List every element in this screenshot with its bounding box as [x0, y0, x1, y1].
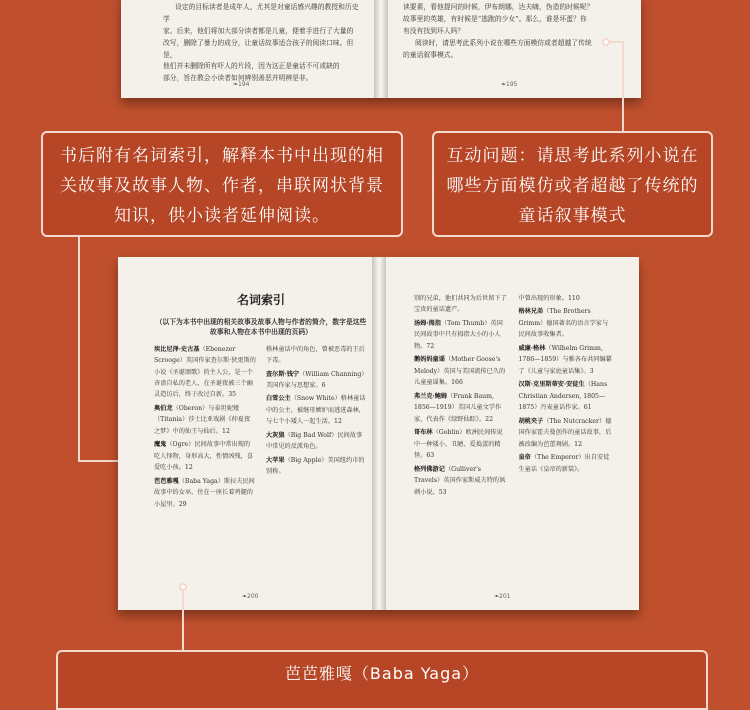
connector-dot: [602, 38, 610, 46]
index-text: （The Emperor）出自安徒生童话《皇帝的新装》。: [518, 454, 610, 473]
text-line: 家。后来，他们将加大部分读者都是儿童，便着手进行了大量的: [163, 26, 354, 35]
index-text: （Snow White）格林童话中的公主，被继母嫉妒而逃进森林，与七个小矮人一起生活。12: [266, 395, 366, 426]
top-book-spread: [121, 0, 641, 98]
index-term: 白雪公主: [266, 395, 291, 403]
index-entry: [414, 354, 509, 388]
index-text: 别的兄弟，他们共同为后世留下了宝贵的童话遗产。: [414, 295, 507, 314]
index-term: 芭芭雅嘎: [154, 477, 179, 485]
text-line: 他们并未删除所有吓人的片段，因为这正是童话不可或缺的: [163, 62, 340, 71]
connector-line: [622, 41, 624, 132]
index-entry: [414, 318, 509, 352]
index-column: [519, 293, 614, 500]
index-term: 鹅妈妈童谣: [414, 356, 445, 364]
index-text: （The Nutcracker）德国作家霍夫曼创作的童话故事，后被改编为芭蕾舞剧。12: [518, 417, 612, 448]
index-entry: [519, 416, 614, 450]
index-text: 中曾出现的形象。110: [518, 295, 580, 302]
text-line: 读要素，看他提问的时候，伊布朗娜，达夫嗨，伪造的时候呢？: [403, 3, 594, 11]
index-callout: [41, 131, 403, 237]
text-line: 部分，旨在教会小读者如何辨别善恶并明辨是非。: [163, 74, 313, 83]
index-entry: [519, 293, 614, 304]
index-entry: [266, 430, 368, 453]
index-book-spread: [118, 257, 639, 610]
index-term: 威廉·格林: [518, 344, 546, 352]
index-entry: [266, 369, 368, 392]
index-entry: [519, 452, 614, 475]
index-text: （Big Bad Wolf）民间故事中常见的反派角色。: [266, 431, 363, 451]
text-line: 故事里的英雄，有时候是“逃跑的少女”。那么，谁是坏蛋？你: [403, 14, 587, 23]
index-term: 汤姆·拇指: [414, 319, 441, 327]
page-number: ❧ 195: [501, 80, 517, 91]
index-entry: [266, 393, 368, 427]
index-column: [414, 293, 509, 500]
text-line: 改写，删除了暴力的成分，让童话故事适合孩子的阅读口味。但是，: [163, 38, 354, 59]
text-line: 设定的目标读者是成年人。尤其是对童话感兴趣的教授和历史学: [163, 3, 359, 23]
question-callout: [432, 131, 713, 237]
connector-line: [78, 237, 80, 462]
index-text: （Gulliver's Travels）英国作家斯威夫特的讽刺小说。53: [414, 465, 506, 496]
index-entry: [519, 343, 614, 377]
page-number: ❧ 201: [494, 591, 510, 602]
index-term: 埃比尼泽·史古基: [154, 345, 200, 353]
index-term: 格列佛游记: [414, 465, 445, 473]
index-title: 名词索引: [236, 293, 285, 307]
question-callout-text: 互动问题：请思考此系列小说在哪些方面模仿或者超越了传统的童话叙事模式: [446, 146, 699, 226]
text-line: 有没有找到坏人吗？: [403, 26, 465, 35]
index-text: （Ogre）民间故事中常出现的吃人怪物，身形高大，性情凶残，喜爱吃小孩。12: [154, 441, 253, 472]
text-line: 阅读时，请思考此系列小说在哪些方面模仿或者超越了传统: [415, 38, 592, 47]
index-entry: [414, 464, 509, 498]
index-text: （Wilhelm Grimm, 1786—1859）与雅各布共同编纂了《儿童与家庭童话集》。3: [518, 344, 612, 375]
baba-yaga-callout-text: 芭芭雅嘎（Baba Yaga）: [284, 664, 480, 683]
index-term: 哥布林: [414, 429, 433, 437]
index-text: （The Brothers Grimm）德国著名的语言学家与民间故事收集者。: [518, 308, 609, 339]
index-entry: [154, 476, 256, 510]
index-term: 格林兄弟: [518, 308, 544, 316]
index-entry: [414, 293, 509, 316]
index-entry: [519, 379, 614, 413]
index-term: 查尔斯·钱宁: [266, 370, 300, 378]
index-term: 大苹果: [266, 456, 285, 464]
index-term: 奥伯龙: [154, 404, 173, 412]
index-right-page: [378, 257, 639, 610]
index-text: （Mother Goose's Melody）英国与美国流传已久的儿童童谣集。166: [414, 356, 506, 387]
index-entry: [266, 455, 368, 478]
index-text: （Baba Yaga）斯拉夫民间故事中的女巫，住在一座长着鸡腿的小屋里。29: [154, 477, 255, 508]
connector-line: [182, 590, 184, 650]
index-text: 格林童话中的角色，曾被恶毒的王后下毒。: [266, 345, 365, 365]
index-entry: [154, 344, 256, 401]
index-text: （Goblin）欧洲民间传说中一种矮小、丑陋、爱捣蛋的精怪。63: [414, 429, 503, 460]
index-term: 汉斯·克里斯蒂安·安徒生: [518, 381, 585, 389]
top-left-page: [121, 0, 381, 98]
index-entry: [519, 306, 614, 340]
index-text: （Tom Thumb）英国民间故事中只有拇指大小的小人物。72: [414, 319, 503, 350]
text-line: 的童话叙事模式。: [403, 50, 458, 59]
index-entry: [414, 391, 509, 425]
index-column: [154, 344, 256, 513]
index-entry: [414, 427, 509, 461]
index-text: （Oberon）与泰坦妮娅（Titania）莎士比亚戏剧《仲夏夜之梦》中的仙王与仙后。12: [154, 404, 251, 435]
index-term: 皇帝: [518, 454, 531, 462]
index-term: 大灰狼: [266, 431, 285, 439]
index-column: [266, 344, 368, 513]
index-term: 胡桃夹子: [518, 417, 544, 425]
index-text: （William Channing）美国作家与思想家。6: [266, 370, 368, 389]
index-text: （Ebenezer Scrooge）英国作家查尔斯·狄更斯的小说《圣诞颂歌》的主人公，是一个吝啬自私的老人，在圣诞夜被三个幽灵造访后，终于改过自新。35: [154, 345, 256, 399]
baba-yaga-callout: [56, 650, 708, 710]
index-callout-text: 书后附有名词索引，解释本书中出现的相关故事及故事人物、作者，串联网状背景知识，供小读者延伸阅读。: [60, 146, 384, 226]
index-term: 魔鬼: [154, 441, 167, 449]
index-text: （Frank Baum, 1856—1919）美国儿童文学作家，代表作《绿野仙踪》。22: [414, 392, 502, 423]
top-right-page: [381, 0, 641, 98]
page-number: ❧ 200: [242, 591, 258, 602]
page-number: ❧ 194: [233, 80, 249, 91]
index-entry: [154, 439, 256, 473]
index-subtitle: （以下为本书中出现的相关故事及故事人物与作者的简介，数字是这些故事和人物在本书中出现的页码）: [155, 318, 367, 337]
index-entry: [266, 344, 368, 367]
index-left-page: [118, 257, 378, 610]
index-text: （Hans Christian Andersen, 1805—1875）丹麦童话作家。61: [518, 381, 608, 412]
index-entry: [154, 403, 256, 437]
index-text: （Big Apple）美国纽约市的别称。: [266, 456, 365, 476]
index-term: 弗兰克·鲍姆: [414, 392, 448, 400]
